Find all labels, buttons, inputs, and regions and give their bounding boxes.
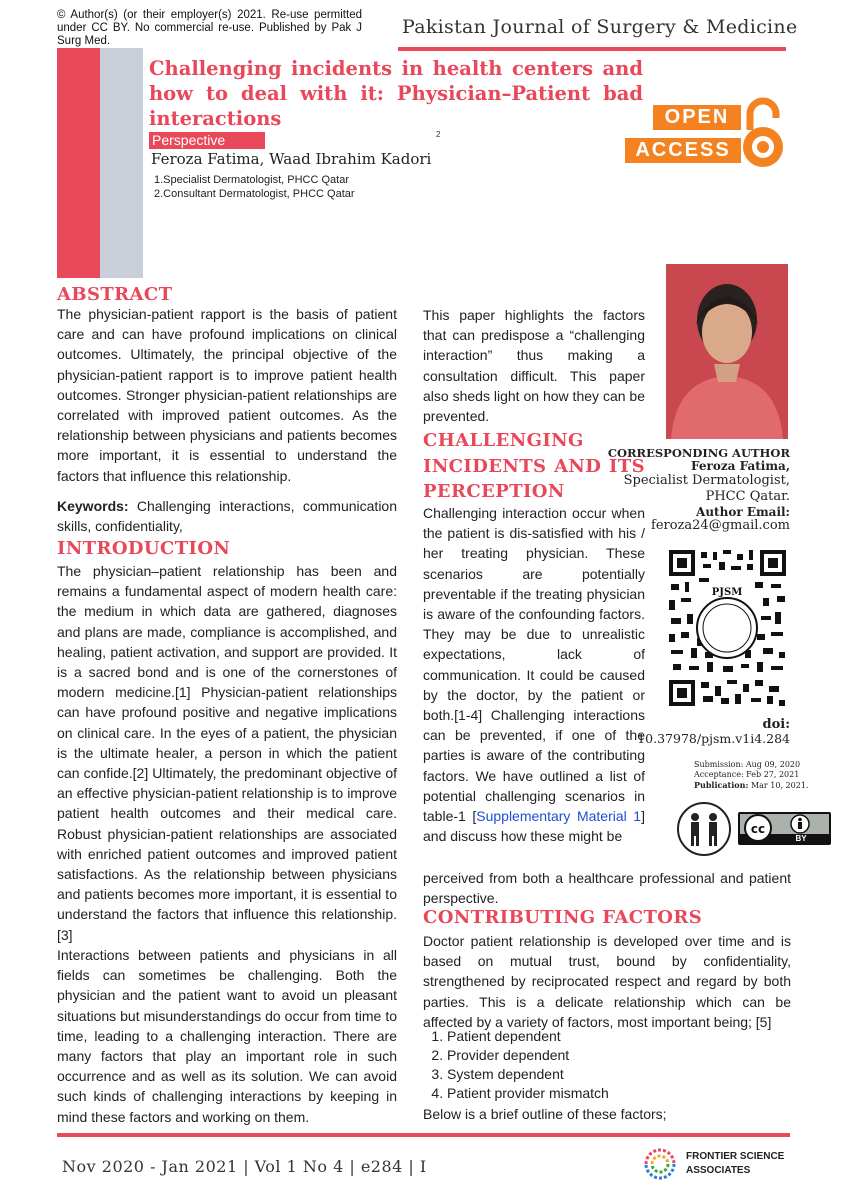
list-item: 3. System dependent (447, 1065, 791, 1084)
publication-date (694, 780, 808, 791)
keywords (57, 496, 397, 536)
author-photo (666, 264, 788, 439)
list-item: 1. Patient dependent (447, 1027, 791, 1046)
challenging-incidents-text (423, 503, 645, 846)
author-email-label: Author Email: (696, 505, 790, 519)
cc-by-text: BY (795, 834, 807, 843)
publisher-line-2: ASSOCIATES (686, 1165, 751, 1176)
doi-label: doi: (762, 717, 790, 732)
contributing-factors-text: Doctor patient relationship is developed over time and is based on mutual trust, bound by confidentiality, strengthened by reciprocated respect and regard by both parties. This is a delicate relationship which can be affected by a variety of factors, most important being; [5] (423, 933, 791, 1030)
open-lock-icon (738, 96, 788, 170)
challenging-text-main: Challenging interaction occur when the patient is dis-satisfied with his / her treating physician. These scenarios are potentially preventable if the treating physician is aware of the confounding factors. They may be due to unrealistic expectations, lack of communication. It could be caused by the doctor, by the patient or both.[1-4] Challenging interactions can be prevented, if one of the parties is aware of the contributing factors. We have outlined a list of potential challenging scenarios in table-1 [ (423, 505, 645, 825)
publication-dates (694, 760, 808, 791)
header-rule (398, 47, 786, 51)
author-portrait-icon (666, 264, 788, 439)
affiliation-superscript-2: 2 (436, 130, 441, 139)
introduction-heading: INTRODUCTION (57, 538, 231, 559)
introduction-paragraph-1: The physician–patient relationship has been and remains a fundamental aspect of modern health care: the medium in which data are gathered, diagnoses and plans are made, compliance is accomplished, and healing, patient activation, and support are provided. It is a sacred bond and is one of the cornerstones of modern medicine.[1] Physician-patient relationships can have profound positive and negative implications on clinical care. In the eyes of a patient, the physician is the ultimate healer, a person in which the patient can confide.[2] Ultimately, the predominant objective of an effective physician-patient relationship is to improve patient health outcomes and their medical care. Robust physician-patient relationships are associated with enriched patient outcomes and improved patient satisfactions. As the relationship between physicians and patients becomes more important, it is essential to understand the factors that influence this relationship.[3] (57, 563, 397, 943)
factors-outline-text: Below is a brief outline of these factors; (423, 1106, 667, 1122)
author-names: Feroza Fatima, Waad Ibrahim Kadori (151, 150, 432, 168)
list-item: 4. Patient provider mismatch (447, 1084, 791, 1103)
publisher-name (686, 1150, 784, 1178)
author-list (151, 150, 431, 168)
issue-info: Nov 2020 - Jan 2021 | Vol 1 No 4 | e284 | I (62, 1157, 427, 1176)
affiliation-2: 2.Consultant Dermatologist, PHCC Qatar (154, 188, 355, 200)
corresponding-author-name: Feroza Fatima, (691, 459, 790, 473)
corresponding-author-label: CORRESPONDING AUTHOR (607, 446, 790, 460)
keywords-label: Keywords: (57, 498, 129, 514)
journal-name: Pakistan Journal of Surgery & Medicine (402, 16, 798, 38)
copyright-notice: © Author(s) (or their employer(s) 2021. Re-use permitted under CC BY. No commercial re-use. Published by Pak J Surg Med. (57, 9, 362, 47)
decorative-gray-stripe (100, 48, 143, 278)
publication-label: Publication: (694, 780, 749, 790)
publisher-line-1: FRONTIER SCIENCE (686, 1151, 785, 1162)
challenging-text-end: ] and discuss how these might be (423, 808, 645, 845)
open-access-label-open: OPEN (653, 105, 741, 130)
frontier-science-logo-icon (640, 1146, 680, 1182)
cc-by-license-badge[interactable] (738, 812, 831, 845)
abstract-heading: ABSTRACT (57, 284, 173, 305)
supplementary-material-link[interactable]: Supplementary Material 1 (476, 808, 642, 825)
publication-value: Mar 10, 2021. (748, 781, 809, 790)
creative-commons-icon (738, 812, 831, 845)
author-email[interactable]: feroza24@gmail.com (651, 518, 790, 533)
qr-code-icon (667, 548, 788, 708)
submission-date: Submission: Aug 09, 2020 (694, 760, 801, 769)
contributing-factors-heading: CONTRIBUTING FACTORS (423, 907, 703, 928)
introduction-paragraph-2: Interactions between patients and physicians in all fields can sometimes be challenging. Both the physician and the patient want to avoid un pleasant situations but misunderstandings do occur from time to time, leading to a challenging interaction. There are many factors that play an important role in such occurrence and as well as its solution. We can avoid such kinds of challenging interactions by keeping in mind these factors and working on them. (57, 947, 397, 1125)
footer-rule (57, 1133, 790, 1137)
paper-highlight-text: This paper highlights the factors that can predispose a “challenging interaction” thus making a consultation difficult. This paper also sheds light on how they can be prevented. (423, 307, 645, 425)
challenging-incidents-continued: perceived from both a healthcare professional and patient perspective. (423, 870, 791, 907)
acceptance-date: Acceptance: Feb 27, 2021 (694, 770, 800, 779)
decorative-red-stripe (57, 48, 100, 278)
affiliations (154, 173, 355, 201)
corresponding-author-organization: PHCC Qatar. (705, 489, 790, 504)
corresponding-author-role: Specialist Dermatologist, (623, 473, 790, 488)
doi-value[interactable]: 10.37978/pjsm.v1i4.284 (637, 731, 790, 746)
challenging-incidents-heading: CHALLENGING INCIDENTS AND ITS PERCEPTION (423, 430, 645, 502)
open-access-label-access: ACCESS (625, 138, 741, 163)
article-title: Challenging incidents in health centers and how to deal with it: Physician–Patient bad interactions (149, 57, 643, 130)
affiliation-1: 1.Specialist Dermatologist, PHCC Qatar (154, 174, 350, 186)
qr-center-logo: PJSM (711, 587, 743, 598)
list-item: 2. Provider dependent (447, 1046, 791, 1065)
abstract-text: The physician-patient rapport is the basis of patient care and can have profound implications on clinical outcomes. Ultimately, the principal objective of the physician-patient rapport is to improve patient health outcomes. Stronger physician-patient relationships are correlated with improved patient outcomes. As the relationship between physicians and patients becomes more important, it is essential to understand the factors that influence this relationship. (57, 306, 397, 484)
keywords-list: Challenging interactions, communication skills, confidentiality, (57, 498, 397, 535)
svg-text:cc: cc (750, 822, 766, 836)
factors-list (423, 1027, 791, 1103)
open-access-persons-icon (676, 800, 732, 858)
article-type-badge: Perspective (149, 132, 265, 149)
